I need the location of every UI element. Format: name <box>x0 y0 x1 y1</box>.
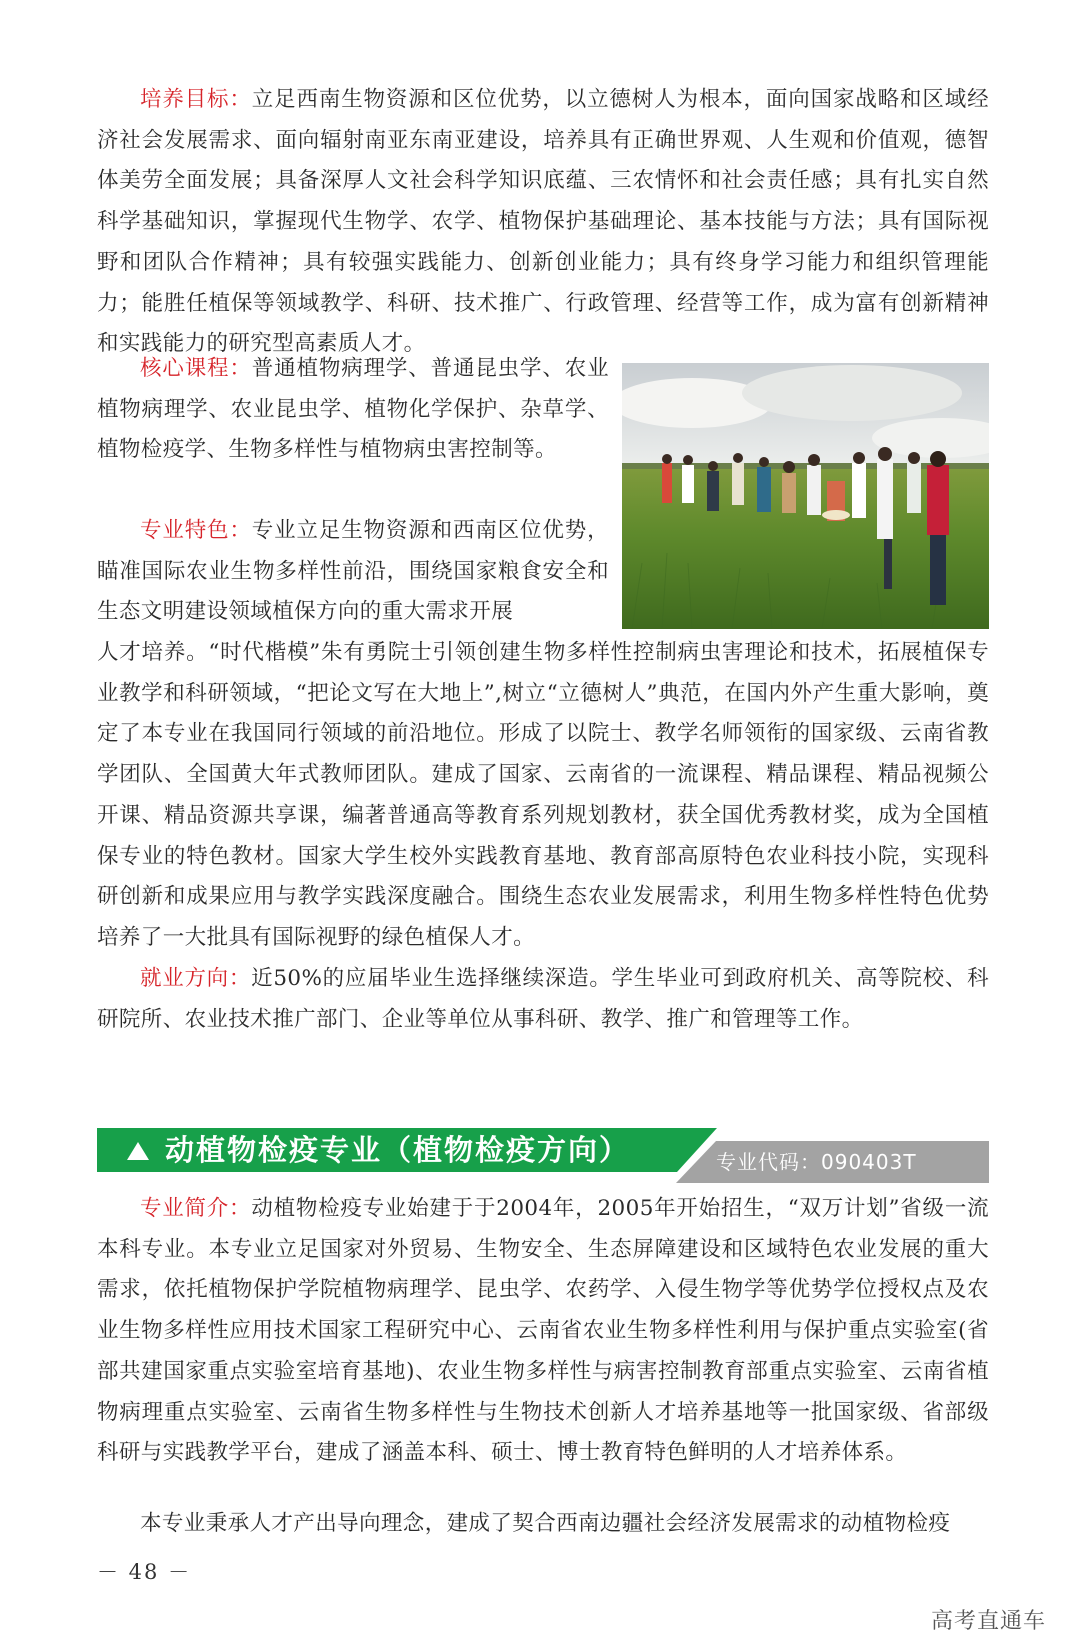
training-goal-label: 培养目标： <box>140 87 252 112</box>
core-courses-paragraph <box>97 349 609 471</box>
major-code: 专业代码：090403T <box>716 1150 917 1174</box>
training-goal-paragraph <box>97 80 989 365</box>
intro-paragraph <box>97 1189 989 1474</box>
watermark-text: 高考直通车 <box>930 1609 1046 1634</box>
section-title: 动植物检疫专业（植物检疫方向） <box>165 1133 631 1167</box>
section-header-bar <box>97 1128 717 1172</box>
field-photo-image <box>622 363 989 629</box>
core-courses-label: 核心课程： <box>140 356 252 381</box>
employment-label: 就业方向： <box>140 966 252 991</box>
intro-text: 动植物检疫专业始建于于2004年，2005年开始招生，“双万计划”省级一流本科专业。本专业立足国家对外贸易、生物安全、生态屏障建设和区域特色农业发展的重大需求，依托植物保护学院植物病理学、昆虫学、农药学、入侵生物学等优势学位授权点及农业生物多样性应用技术国家工程研究中心、云南省农业生物多样性利用与保护重点实验室(省部共建国家重点实验室培育基地)、农业生物多样性与病害控制教育部重点实验室、云南省植物病理重点实验室、云南省生物多样性与生物技术创新人才培养基地等一批国家级、省部级科研与实践教学平台，建成了涵盖本科、硕士、博士教育特色鲜明的人才培养体系。 <box>97 1196 989 1466</box>
features-label: 专业特色： <box>140 518 252 543</box>
intro-label: 专业简介： <box>140 1196 252 1221</box>
last-paragraph <box>97 1504 989 1545</box>
triangle-icon <box>127 1142 149 1160</box>
field-photo <box>622 363 989 629</box>
employment-text: 近50%的应届毕业生选择继续深造。学生毕业可到政府机关、高等院校、科研院所、农业技术推广部门、企业等单位从事科研、教学、推广和管理等工作。 <box>97 966 989 1032</box>
features-paragraph-narrow <box>97 511 609 633</box>
page-number: － 48 － <box>97 1560 192 1584</box>
training-goal-text: 立足西南生物资源和区位优势，以立德树人为根本，面向国家战略和区域经济社会发展需求、面向辐射南亚东南亚建设，培养具有正确世界观、人生观和价值观，德智体美劳全面发展；具备深厚人文社会科学知识底蕴、三农情怀和社会责任感；具有扎实自然科学基础知识，掌握现代生物学、农学、植物保护基础理论、基本技能与方法；具有国际视野和团队合作精神；具有较强实践能力、创新创业能力；具有终身学习能力和组织管理能力；能胜任植保等领域教学、科研、技术推广、行政管理、经营等工作，成为富有创新精神和实践能力的研究型高素质人才。 <box>97 87 989 357</box>
features-text-full: 人才培养。“时代楷模”朱有勇院士引领创建生物多样性控制病虫害理论和技术，拓展植保专业教学和科研领域，“把论文写在大地上”,树立“立德树人”典范，在国内外产生重大影响，奠定了本专业在我国同行领域的前沿地位。形成了以院士、教学名师领衔的国家级、云南省教学团队、全国黄大年式教师团队。建成了国家、云南省的一流课程、精品课程、精品视频公开课、精品资源共享课，编著普通高等教育系列规划教材，获全国优秀教材奖，成为全国植保专业的特色教材。国家大学生校外实践教育基地、教育部高原特色农业科技小院，实现科研创新和成果应用与教学实践深度融合。围绕生态农业发展需求，利用生物多样性特色优势培养了一大批具有国际视野的绿色植保人才。 <box>97 640 989 950</box>
features-text-narrow: 专业立足生物资源和西南区位优势，瞄准国际农业生物多样性前沿，围绕国家粮食安全和生态文明建设领域植保方向的重大需求开展 <box>97 518 609 625</box>
features-paragraph-full <box>97 633 989 959</box>
employment-paragraph <box>97 959 989 1040</box>
core-courses-text: 普通植物病理学、普通昆虫学、农业植物病理学、农业昆虫学、植物化学保护、杂草学、植物检疫学、生物多样性与植物病虫害控制等。 <box>97 356 609 463</box>
last-paragraph-text: 本专业秉承人才产出导向理念，建成了契合西南边疆社会经济发展需求的动植物检疫 <box>140 1511 951 1536</box>
